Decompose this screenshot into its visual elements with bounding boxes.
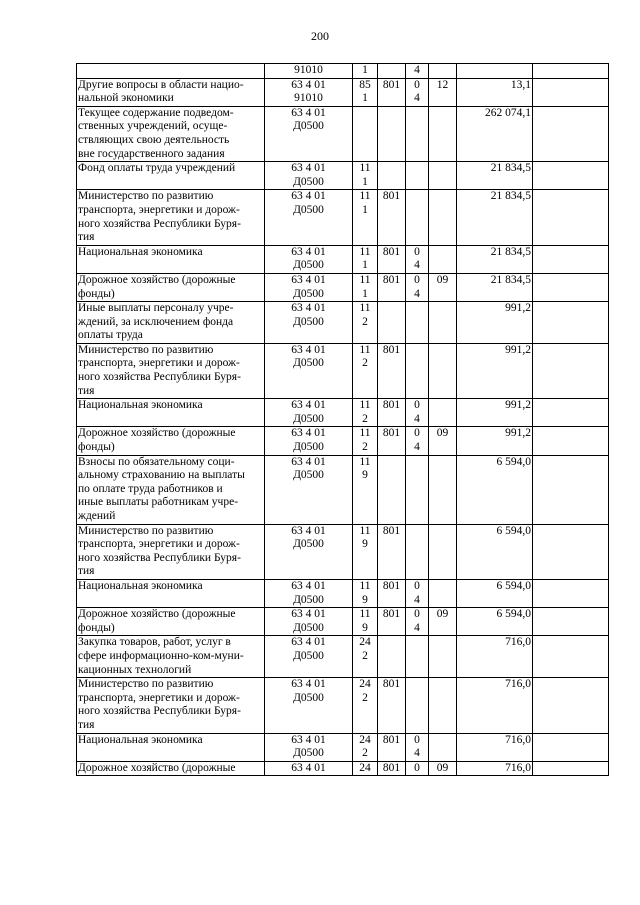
table-row <box>77 343 609 398</box>
empty-cell <box>533 162 609 190</box>
section-cell: 0 4 <box>406 273 429 301</box>
subsection-cell <box>429 190 457 245</box>
name-cell <box>77 64 265 79</box>
table-row <box>77 399 609 427</box>
table-row <box>77 162 609 190</box>
subsection-cell <box>429 636 457 678</box>
empty-cell <box>533 190 609 245</box>
empty-cell <box>533 608 609 636</box>
amount-cell: 716,0 <box>457 678 533 733</box>
empty-cell <box>533 78 609 106</box>
expense-type-cell: 85 1 <box>353 78 378 106</box>
table-row <box>77 636 609 678</box>
section-cell <box>406 455 429 524</box>
ministry-code-cell: 801 <box>378 273 406 301</box>
section-cell <box>406 106 429 161</box>
section-cell: 0 4 <box>406 579 429 607</box>
table-row <box>77 455 609 524</box>
empty-cell <box>533 427 609 455</box>
table-row <box>77 761 609 776</box>
expense-type-cell: 24 <box>353 761 378 776</box>
target-article-cell: 63 4 01 Д0500 <box>265 579 353 607</box>
subsection-cell: 09 <box>429 608 457 636</box>
empty-cell <box>533 455 609 524</box>
table-row <box>77 733 609 761</box>
ministry-code-cell: 801 <box>378 608 406 636</box>
expense-type-cell: 24 2 <box>353 636 378 678</box>
empty-cell <box>533 524 609 579</box>
section-cell: 0 <box>406 761 429 776</box>
target-article-cell: 63 4 01 Д0500 <box>265 427 353 455</box>
amount-cell: 21 834,5 <box>457 190 533 245</box>
amount-cell: 991,2 <box>457 343 533 398</box>
name-cell: Министерство по развитию транспорта, энергетики и дорож- ного хозяйства Республики Буря- тия <box>77 678 265 733</box>
name-cell: Закупка товаров, работ, услуг в сфере информационно-ком-муни- кационных технологий <box>77 636 265 678</box>
subsection-cell <box>429 343 457 398</box>
target-article-cell: 63 4 01 Д0500 <box>265 399 353 427</box>
name-cell: Дорожное хозяйство (дорожные фонды) <box>77 427 265 455</box>
table-row <box>77 608 609 636</box>
target-article-cell: 63 4 01 Д0500 <box>265 245 353 273</box>
expense-type-cell: 11 1 <box>353 162 378 190</box>
name-cell: Министерство по развитию транспорта, энергетики и дорож- ного хозяйства Республики Буря- тия <box>77 190 265 245</box>
empty-cell <box>533 636 609 678</box>
section-cell <box>406 524 429 579</box>
empty-cell <box>533 399 609 427</box>
empty-cell <box>533 245 609 273</box>
amount-cell: 262 074,1 <box>457 106 533 161</box>
expense-type-cell: 11 2 <box>353 302 378 344</box>
name-cell: Национальная экономика <box>77 579 265 607</box>
amount-cell: 21 834,5 <box>457 162 533 190</box>
empty-cell <box>533 273 609 301</box>
target-article-cell: 63 4 01 Д0500 <box>265 273 353 301</box>
section-cell: 0 4 <box>406 399 429 427</box>
table-row <box>77 273 609 301</box>
expense-type-cell: 11 1 <box>353 190 378 245</box>
ministry-code-cell <box>378 455 406 524</box>
ministry-code-cell: 801 <box>378 399 406 427</box>
name-cell: Текущее содержание подведом- ственных учреждений, осуще- ствляющих свою деятельность вне государственного задания <box>77 106 265 161</box>
amount-cell: 6 594,0 <box>457 524 533 579</box>
name-cell: Другие вопросы в области нацио- нальной экономики <box>77 78 265 106</box>
ministry-code-cell: 801 <box>378 427 406 455</box>
subsection-cell: 09 <box>429 761 457 776</box>
subsection-cell: 12 <box>429 78 457 106</box>
expense-type-cell: 11 2 <box>353 399 378 427</box>
name-cell: Национальная экономика <box>77 245 265 273</box>
section-cell <box>406 162 429 190</box>
table-row <box>77 302 609 344</box>
target-article-cell: 91010 <box>265 64 353 79</box>
name-cell: Дорожное хозяйство (дорожные <box>77 761 265 776</box>
ministry-code-cell: 801 <box>378 733 406 761</box>
name-cell: Министерство по развитию транспорта, энергетики и дорож- ного хозяйства Республики Буря- тия <box>77 524 265 579</box>
amount-cell: 21 834,5 <box>457 245 533 273</box>
expense-type-cell <box>353 106 378 161</box>
target-article-cell: 63 4 01 Д0500 <box>265 190 353 245</box>
expense-type-cell: 24 2 <box>353 733 378 761</box>
target-article-cell: 63 4 01 Д0500 <box>265 106 353 161</box>
expense-type-cell: 11 9 <box>353 608 378 636</box>
empty-cell <box>533 678 609 733</box>
ministry-code-cell: 801 <box>378 761 406 776</box>
table-row <box>77 579 609 607</box>
section-cell <box>406 343 429 398</box>
section-cell <box>406 190 429 245</box>
name-cell: Дорожное хозяйство (дорожные фонды) <box>77 608 265 636</box>
ministry-code-cell <box>378 162 406 190</box>
ministry-code-cell: 801 <box>378 245 406 273</box>
table-row <box>77 427 609 455</box>
table-row <box>77 245 609 273</box>
subsection-cell <box>429 245 457 273</box>
subsection-cell <box>429 524 457 579</box>
name-cell: Министерство по развитию транспорта, энергетики и дорож- ного хозяйства Республики Буря- тия <box>77 343 265 398</box>
amount-cell: 991,2 <box>457 427 533 455</box>
subsection-cell <box>429 579 457 607</box>
ministry-code-cell: 801 <box>378 678 406 733</box>
ministry-code-cell <box>378 64 406 79</box>
target-article-cell: 63 4 01 Д0500 <box>265 678 353 733</box>
subsection-cell <box>429 162 457 190</box>
ministry-code-cell <box>378 106 406 161</box>
amount-cell: 6 594,0 <box>457 608 533 636</box>
empty-cell <box>533 106 609 161</box>
subsection-cell <box>429 455 457 524</box>
name-cell: Национальная экономика <box>77 399 265 427</box>
ministry-code-cell: 801 <box>378 190 406 245</box>
expense-type-cell: 11 9 <box>353 524 378 579</box>
name-cell: Национальная экономика <box>77 733 265 761</box>
ministry-code-cell: 801 <box>378 524 406 579</box>
ministry-code-cell: 801 <box>378 343 406 398</box>
empty-cell <box>533 302 609 344</box>
name-cell: Иные выплаты персоналу учре- ждений, за исключением фонда оплаты труда <box>77 302 265 344</box>
budget-table <box>76 63 609 776</box>
target-article-cell: 63 4 01 Д0500 <box>265 733 353 761</box>
name-cell: Взносы по обязательному соци- альному страхованию на выплаты по оплате труда работников и иные выплаты работникам учре- ждений <box>77 455 265 524</box>
target-article-cell: 63 4 01 Д0500 <box>265 608 353 636</box>
amount-cell: 716,0 <box>457 733 533 761</box>
subsection-cell <box>429 302 457 344</box>
table-row <box>77 78 609 106</box>
amount-cell: 13,1 <box>457 78 533 106</box>
page-number: 200 <box>311 29 329 43</box>
expense-type-cell: 24 2 <box>353 678 378 733</box>
empty-cell <box>533 579 609 607</box>
subsection-cell: 09 <box>429 273 457 301</box>
ministry-code-cell: 801 <box>378 78 406 106</box>
ministry-code-cell: 801 <box>378 579 406 607</box>
subsection-cell <box>429 399 457 427</box>
section-cell: 0 4 <box>406 608 429 636</box>
section-cell <box>406 302 429 344</box>
subsection-cell <box>429 733 457 761</box>
expense-type-cell: 11 1 <box>353 273 378 301</box>
section-cell: 0 4 <box>406 733 429 761</box>
target-article-cell: 63 4 01 <box>265 761 353 776</box>
table-row <box>77 64 609 79</box>
expense-type-cell: 11 1 <box>353 245 378 273</box>
name-cell: Фонд оплаты труда учреждений <box>77 162 265 190</box>
ministry-code-cell <box>378 636 406 678</box>
target-article-cell: 63 4 01 Д0500 <box>265 455 353 524</box>
empty-cell <box>533 761 609 776</box>
expense-type-cell: 11 2 <box>353 427 378 455</box>
section-cell <box>406 678 429 733</box>
amount-cell: 6 594,0 <box>457 455 533 524</box>
amount-cell: 21 834,5 <box>457 273 533 301</box>
amount-cell: 6 594,0 <box>457 579 533 607</box>
section-cell: 0 4 <box>406 427 429 455</box>
table-row <box>77 678 609 733</box>
empty-cell <box>533 343 609 398</box>
section-cell <box>406 636 429 678</box>
expense-type-cell: 11 9 <box>353 579 378 607</box>
target-article-cell: 63 4 01 Д0500 <box>265 302 353 344</box>
amount-cell: 991,2 <box>457 302 533 344</box>
amount-cell: 716,0 <box>457 761 533 776</box>
target-article-cell: 63 4 01 Д0500 <box>265 343 353 398</box>
subsection-cell <box>429 64 457 79</box>
target-article-cell: 63 4 01 Д0500 <box>265 636 353 678</box>
section-cell: 0 4 <box>406 245 429 273</box>
section-cell: 0 4 <box>406 78 429 106</box>
ministry-code-cell <box>378 302 406 344</box>
table-row <box>77 190 609 245</box>
table-row <box>77 524 609 579</box>
subsection-cell: 09 <box>429 427 457 455</box>
expense-type-cell: 11 2 <box>353 343 378 398</box>
target-article-cell: 63 4 01 Д0500 <box>265 162 353 190</box>
expense-type-cell: 1 <box>353 64 378 79</box>
empty-cell <box>533 733 609 761</box>
name-cell: Дорожное хозяйство (дорожные фонды) <box>77 273 265 301</box>
table-row <box>77 106 609 161</box>
expense-type-cell: 11 9 <box>353 455 378 524</box>
amount-cell <box>457 64 533 79</box>
target-article-cell: 63 4 01 91010 <box>265 78 353 106</box>
target-article-cell: 63 4 01 Д0500 <box>265 524 353 579</box>
amount-cell: 991,2 <box>457 399 533 427</box>
amount-cell: 716,0 <box>457 636 533 678</box>
subsection-cell <box>429 678 457 733</box>
section-cell: 4 <box>406 64 429 79</box>
subsection-cell <box>429 106 457 161</box>
empty-cell <box>533 64 609 79</box>
